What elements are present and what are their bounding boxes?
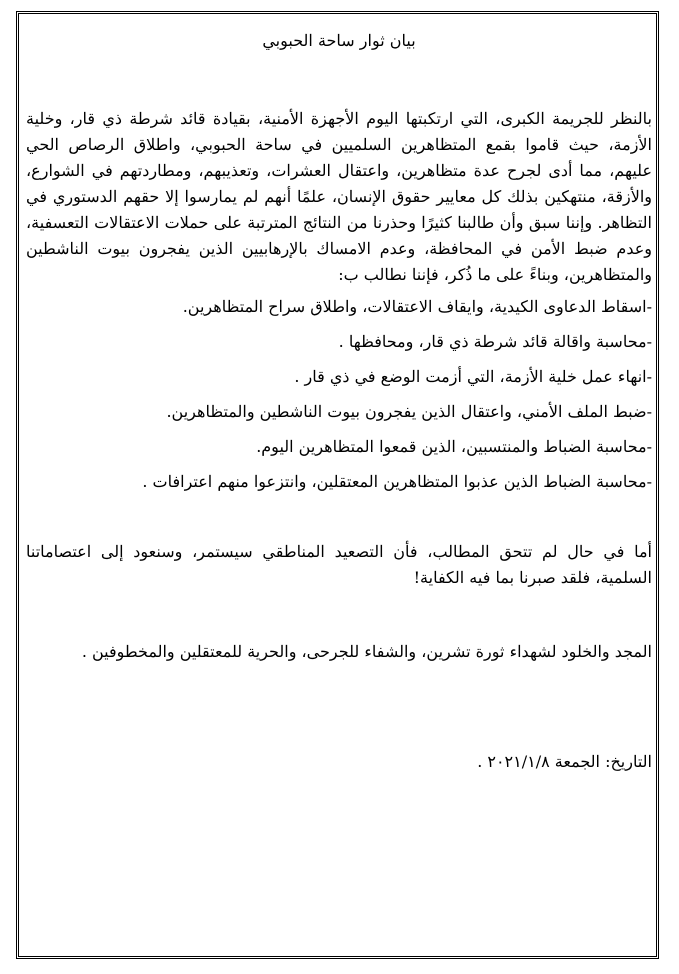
statement-title: بيان ثوار ساحة الحبوبي <box>262 31 416 50</box>
demand-item: -اسقاط الدعاوى الكيدية، وايقاف الاعتقالات، واطلاق سراح المتظاهرين. <box>182 297 652 316</box>
statement-body <box>26 22 652 775</box>
demand-item: -ضبط الملف الأمني، واعتقال الذين يفجرون بيوت الناشطين والمتظاهرين. <box>166 402 652 421</box>
demands-list <box>26 294 652 495</box>
demand-item: -محاسبة واقالة قائد شرطة ذي قار، ومحافظها . <box>338 332 652 351</box>
demand-item: -انهاء عمل خلية الأزمة، التي أزمت الوضع في ذي قار . <box>294 367 652 386</box>
demand-item: -محاسبة الضباط والمنتسبين، الذين قمعوا المتظاهرين اليوم. <box>256 437 652 456</box>
intro-paragraph: بالنظر للجريمة الكبرى، التي ارتكبتها اليوم الأجهزة الأمنية، بقيادة قائد شرطة ذي قار، وخلية الأزمة، حيث قاموا بقمع المتظاهرين السلميين في ساحة الحبوبي، واطلاق الرصاص الحي عليهم، مما أدى لجرح عدة متظاهرين، واعتقال العشرات، وتعذيبهم، ومطاردتهم في الشوارع، والأزقة، منتهكين بذلك كل معايير حقوق الإنسان، علمًا أنهم لم يمارسوا إلا حقهم الدستوري في التظاهر. وإننا سبق وأن طالبنا كثيرًا وحذرنا من النتائج المترتبة على حملات الاعتقالات التعسفية، وعدم ضبط الأمن في المحافظة، وعدم الامساك بالإرهابيين الذين يفجرون بيوت الناشطين والمتظاهرين، وبناءً على ما ذُكر، فإننا نطالب ب: <box>26 109 653 284</box>
glory-line: المجد والخلود لشهداء ثورة تشرين، والشفاء للجرحى، والحرية للمعتقلين والمخطوفين . <box>81 642 652 661</box>
demand-item: -محاسبة الضباط الذين عذبوا المتظاهرين المعتقلين، وانتزعوا منهم اعترافات . <box>142 472 652 491</box>
closing-paragraph: أما في حال لم تتحق المطالب، فأن التصعيد المناطقي سيستمر، وسنعود إلى اعتصاماتنا السلمية، فلقد صبرنا بما فيه الكفاية! <box>26 542 652 587</box>
statement-date: التاريخ: الجمعة ٢٠٢١/١/٨ . <box>477 752 652 771</box>
